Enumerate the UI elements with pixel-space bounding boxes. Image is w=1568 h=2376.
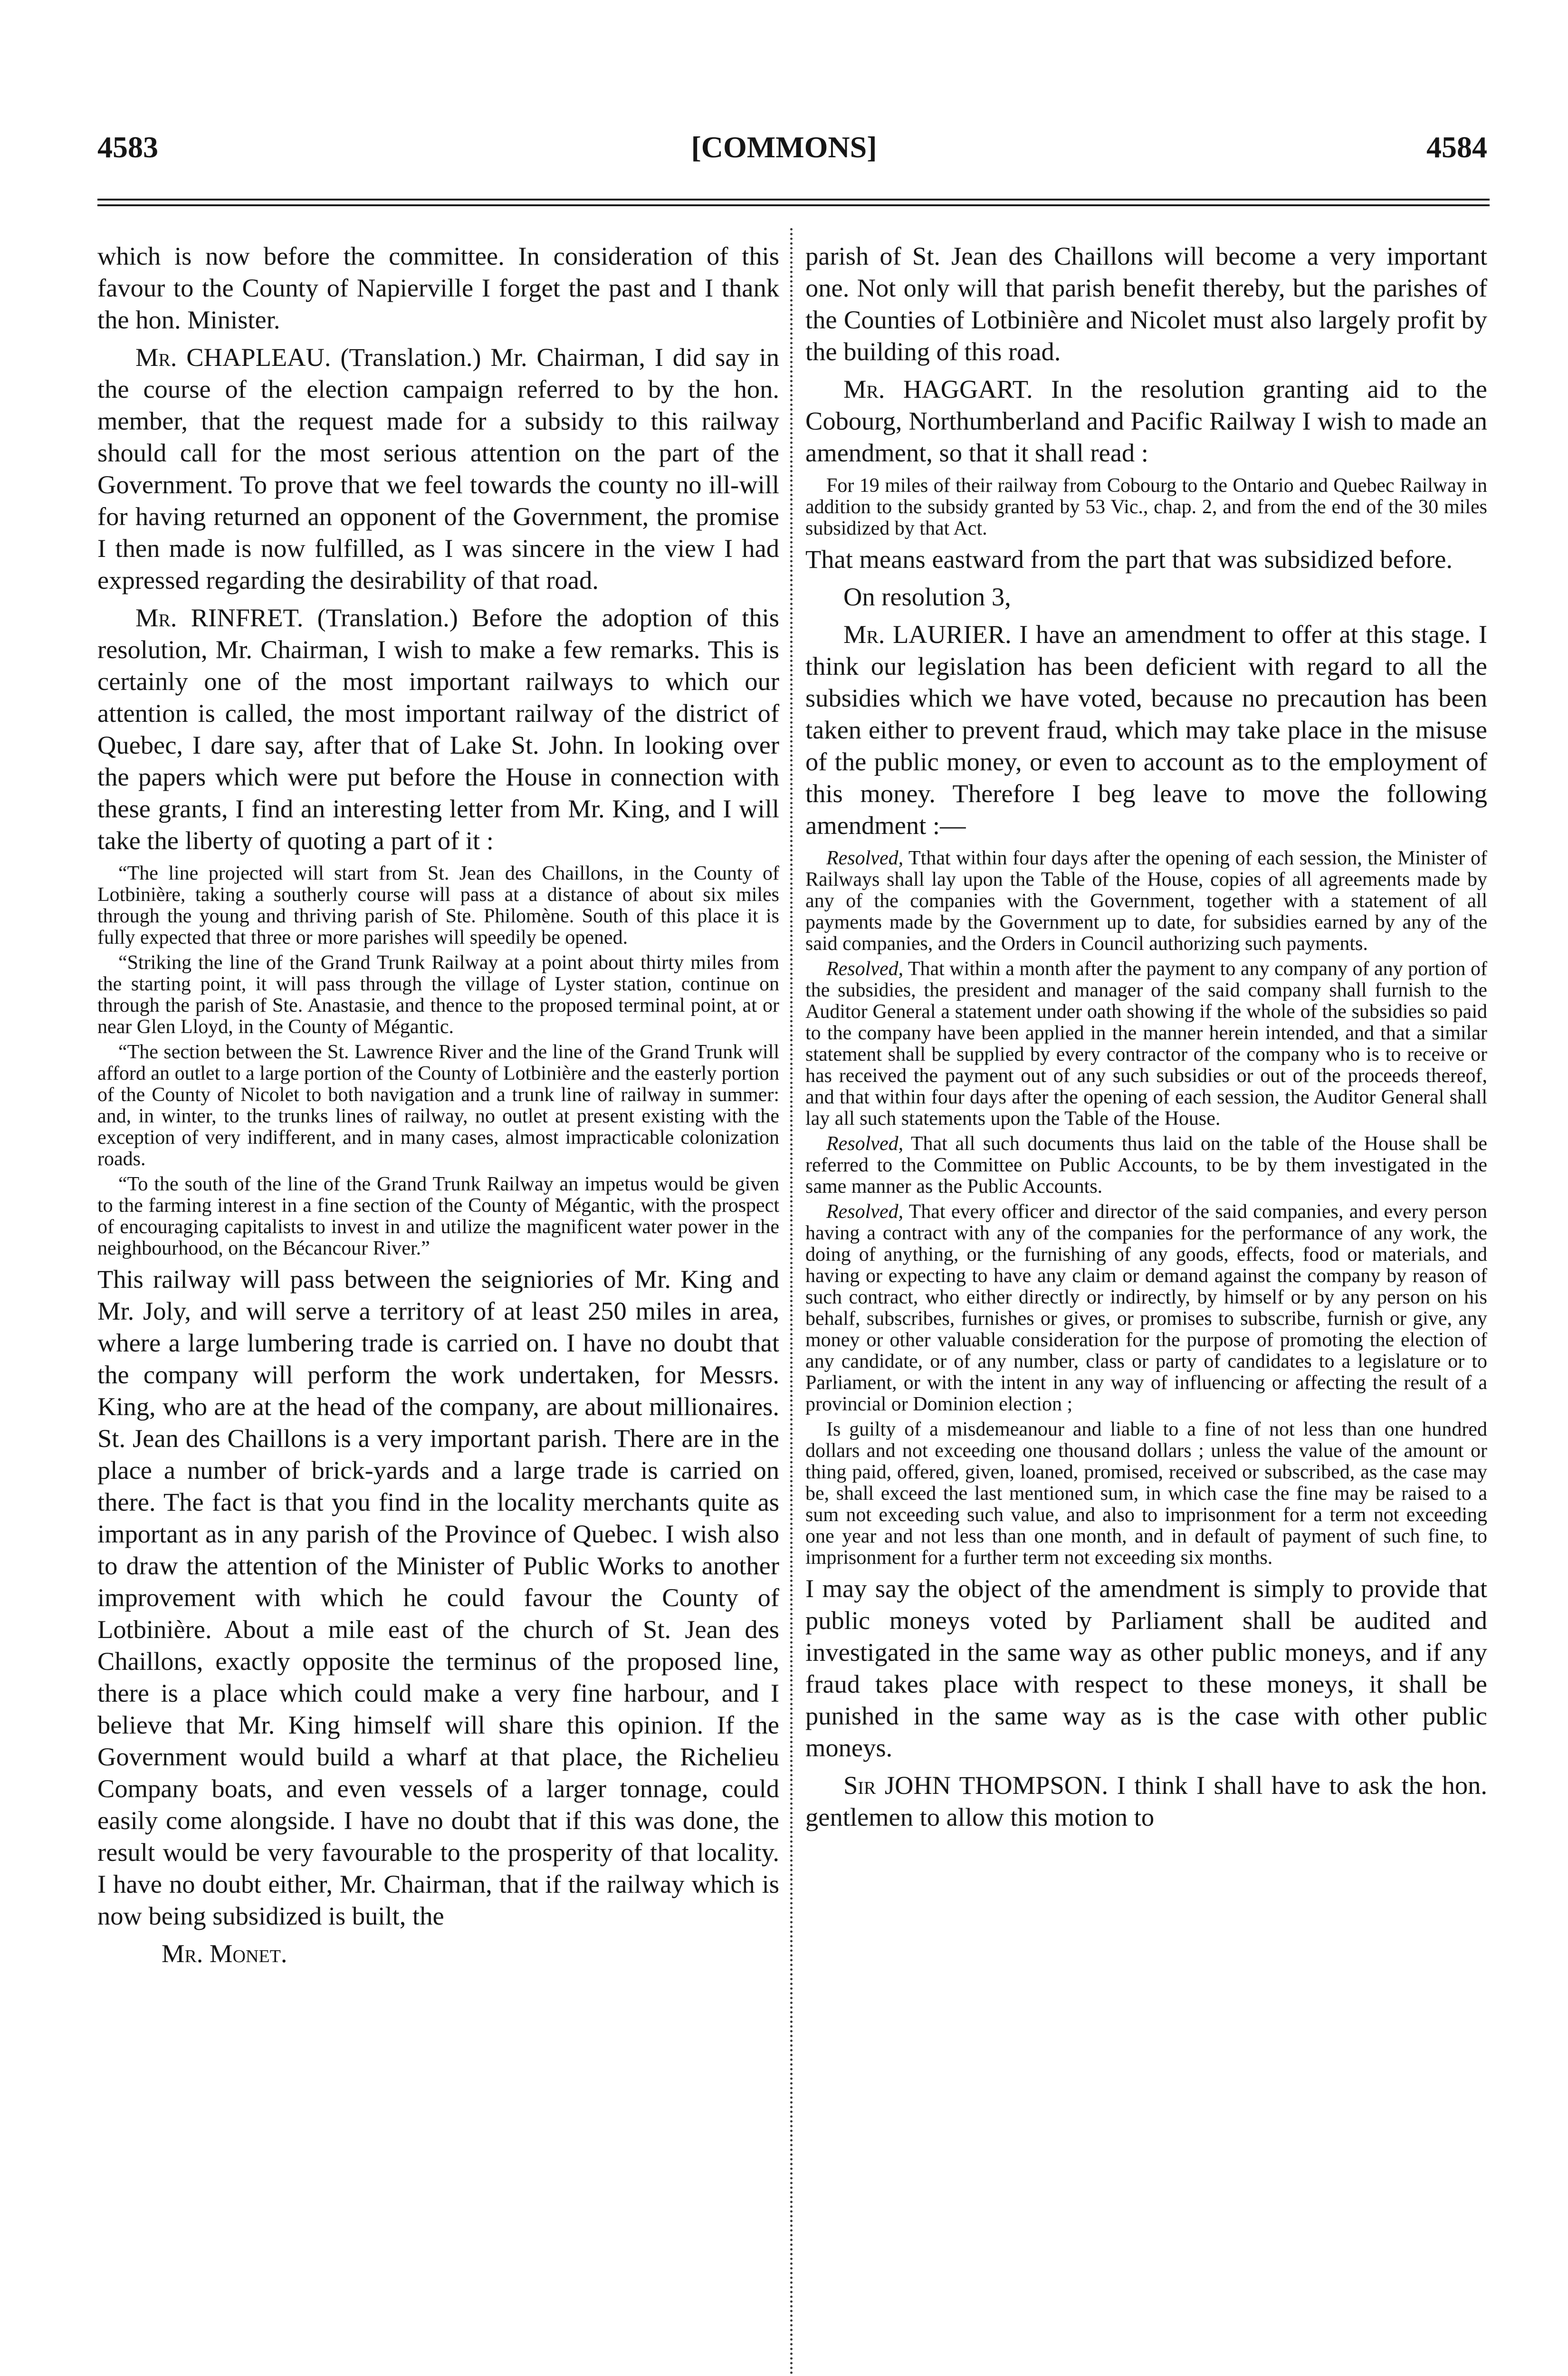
paragraph (805, 373, 1487, 469)
page-number-left: 4583 (97, 130, 158, 164)
quotation: For 19 miles of their railway from Cobourg to the Ontario and Quebec Railway in addition to the subsidy granted by 53 Vic., chap. 2, and from the end of the 30 miles subsidized by that Act. (805, 475, 1487, 539)
speaker-name: Mr. HAGGART. (843, 374, 1033, 403)
speaker-name: Mr. LAURIER. (843, 620, 1012, 649)
resolution-text: That every officer and director of the said companies, and every person having a contract with any of the companies for the performance of any work, the doing of anything, or the furnishing of any goods, effects, food or materials, and having or expecting to have any claim or demand against the company by reason of such contract, who either directly or indirectly, by himself or by any person on his behalf, subscribes, furnishes or gives, or promises to subscribe, furnish or give, any money or other valuable consideration for the purpose of promoting the election of any candidate, or of any number, class or party of candidates to a legislature or to Parliament, or with the intent in any way of influencing or affecting the result of a provincial or Dominion election ; (805, 1201, 1487, 1415)
paragraph (97, 341, 779, 596)
left-column (97, 240, 779, 1969)
speech-text: I have an amendment to offer at this stage. I think our legislation has been deficient with regard to all the subsidies which we have voted, because no precaution has been taken either to prevent fraud, which may take place in the misuse of the public money, or even to account as to the employment of this money. Therefore I beg leave to move the following amendment :— (805, 620, 1487, 840)
speaker-name: Mr. CHAPLEAU. (135, 343, 331, 372)
resolution-text: That all such documents thus laid on the table of the House shall be referred to the Committee on Public Accounts, to be by them investigated in the same manner as the Public Accounts. (805, 1133, 1487, 1198)
resolution-label: Resolved, (826, 958, 904, 980)
header-rule-top (97, 199, 1490, 201)
paragraph: On resolution 3, (843, 582, 1011, 611)
resolution-label: Resolved, (826, 1133, 904, 1155)
speech-text: In the resolution granting aid to the Cobourg, Northumberland and Pacific Railway I wish to made an amendment, so that it shall read : (805, 374, 1487, 467)
column-separator (790, 228, 793, 2376)
paragraph (805, 618, 1487, 841)
header-rule-bottom (97, 204, 1490, 206)
right-column (805, 240, 1487, 1839)
quotation: “The section between the St. Lawrence River and the line of the Grand Trunk will afford an outlet to a large portion of the County of Lotbinière and the easterly portion of the County of Nicolet to both navigation and a trunk line of railway in summer: and, in winter, to the trunks lines of railway, no outlet at present existing with the exception of very indifferent, and in many cases, almost impracticable colonization roads. (97, 1041, 779, 1170)
resolution-label: Resolved, (826, 847, 904, 869)
resolution-text: Tthat within four days after the opening of each session, the Minister of Railways shall lay upon the Table of the House, copies of all agreements made by any of the companies with the Government, together with a statement of all payments made by the Government up to date, for subsidies earned by any of the said companies, and the Orders in Council authorizing such payments. (805, 847, 1487, 955)
speech-text: (Translation.) Before the adoption of this resolution, Mr. Chairman, I wish to make a few remarks. This is certainly one of the most important railways to which our attention is called, the most important railway of the district of Quebec, I dare say, after that of Lake St. John. In looking over the papers which were put before the House in connection with these grants, I find an interesting letter from Mr. King, and I will take the liberty of quoting a part of it : (97, 603, 779, 855)
resolution (805, 958, 1487, 1130)
quotation: “To the south of the line of the Grand Trunk Railway an impetus would be given to the farming interest in a fine section of the County of Mégantic, with the prospect of encouraging capitalists to invest in and utilize the magnificent water power in the neighbourhood, on the Bécancour River.” (97, 1173, 779, 1259)
paragraph: parish of St. Jean des Chaillons will become a very important one. Not only will that parish benefit thereby, but the parishes of the Counties of Lotbinière and Nicolet must also largely profit by the building of this road. (805, 241, 1487, 366)
resolution-label: Resolved, (826, 1201, 904, 1223)
paragraph: That means eastward from the part that was subsidized before. (805, 545, 1453, 574)
paragraph: This railway will pass between the seigniories of Mr. King and Mr. Joly, and will serve a territory of at least 250 miles in area, where a large lumbering trade is carried on. I have no doubt that the company will perform the work undertaken, for Messrs. King, who are at the head of the company, are about millionaires. St. Jean des Chaillons is a very important parish. There are in the place a number of brick-yards and a large trade is carried on there. The fact is that you find in the locality merchants quite as important as in any parish of the Province of Quebec. I wish also to draw the attention of the Minister of Public Works to another improvement with which he could favour the County of Lotbinière. About a mile east of the church of St. Jean des Chaillons, exactly opposite the terminus of the proposed line, there is a place which could make a very fine harbour, and I believe that Mr. King himself will share this opinion. If the Government would build a wharf at that place, the Richelieu Company boats, and even vessels of a larger tonnage, could easily come alongside. I have no doubt that if this was done, the result would be very favourable to the prosperity of that locality. I have no doubt either, Mr. Chairman, that if the railway which is now being subsidized is built, the (97, 1265, 779, 1930)
page-number-right: 4584 (1426, 130, 1487, 164)
resolution-text: That within a month after the payment to any company of any portion of the subsidies, the president and manager of the said company shall furnish to the Auditor General a statement under oath showing if the whole of the subsidies so paid to the company have been applied in the manner herein intended, and that a similar statement shall be supplied by every contractor of the company who is to receive or has received the payment out of any such subsidies or out of the proceeds thereof, and that within four days after the opening of each session, the Auditor General shall lay all such statements upon the Table of the House. (805, 958, 1487, 1130)
paragraph (97, 602, 779, 856)
paragraph: which is now before the committee. In consideration of this favour to the County of Napierville I forget the past and I thank the hon. Minister. (97, 241, 779, 334)
speech-text: (Translation.) Mr. Chairman, I did say in the course of the election campaign referred to by the hon. member, that the request made for a subsidy to this railway should call for the most serious attention on the part of the Government. To prove that we feel towards the county no ill-will for having returned an opponent of the Government, the promise I then made is now fulfilled, as I was sincere in the view I had expressed regarding the desirability of that road. (97, 343, 779, 594)
quotation: “Striking the line of the Grand Trunk Railway at a point about thirty miles from the starting point, it will pass through the village of Lyster station, continue on through the parish of Ste. Anastasie, and thence to the proposed terminal point, at or near Glen Lloyd, in the County of Mégantic. (97, 952, 779, 1038)
speech-text: I think I shall have to ask the hon. gentlemen to allow this motion to (805, 1771, 1487, 1831)
speaker-name: Mr. RINFRET. (135, 603, 304, 632)
paragraph: I may say the object of the amendment is simply to provide that public moneys voted by Parliament shall be audited and investigated in the same way as other public moneys, and if any fraud takes place with respect to these moneys, it shall be punished in the same way as is the case with other public moneys. (805, 1574, 1487, 1762)
resolution (805, 1201, 1487, 1415)
quotation: “The line projected will start from St. Jean des Chaillons, in the County of Lotbinière, taking a southerly course will pass at a distance of about six miles through the young and thriving parish of Ste. Philomène. South of this place it is fully expected that three or more parishes will speedily be opened. (97, 862, 779, 948)
paragraph (805, 1769, 1487, 1833)
continuation-speaker (97, 1937, 779, 1969)
page-title: [COMMONS] (691, 130, 877, 164)
speaker-name: Mr. Monet. (162, 1939, 287, 1968)
resolution (805, 1133, 1487, 1198)
resolution (805, 848, 1487, 955)
resolution: Is guilty of a misdemeanour and liable to a fine of not less than one hundred dollars and not exceeding one thousand dollars ; unless the value of the amount or thing paid, offered, given, loaned, promised, received or subscribed, as the case may be, shall exceed the last mentioned sum, in which case the fine may be raised to a sum not exceeding such value, and also to imprisonment for a term not exceeding one year and not less than one month, and in default of payment of such fine, to imprisonment for a further term not exceeding six months. (805, 1418, 1487, 1569)
speaker-name: Sir JOHN THOMPSON. (843, 1771, 1109, 1800)
